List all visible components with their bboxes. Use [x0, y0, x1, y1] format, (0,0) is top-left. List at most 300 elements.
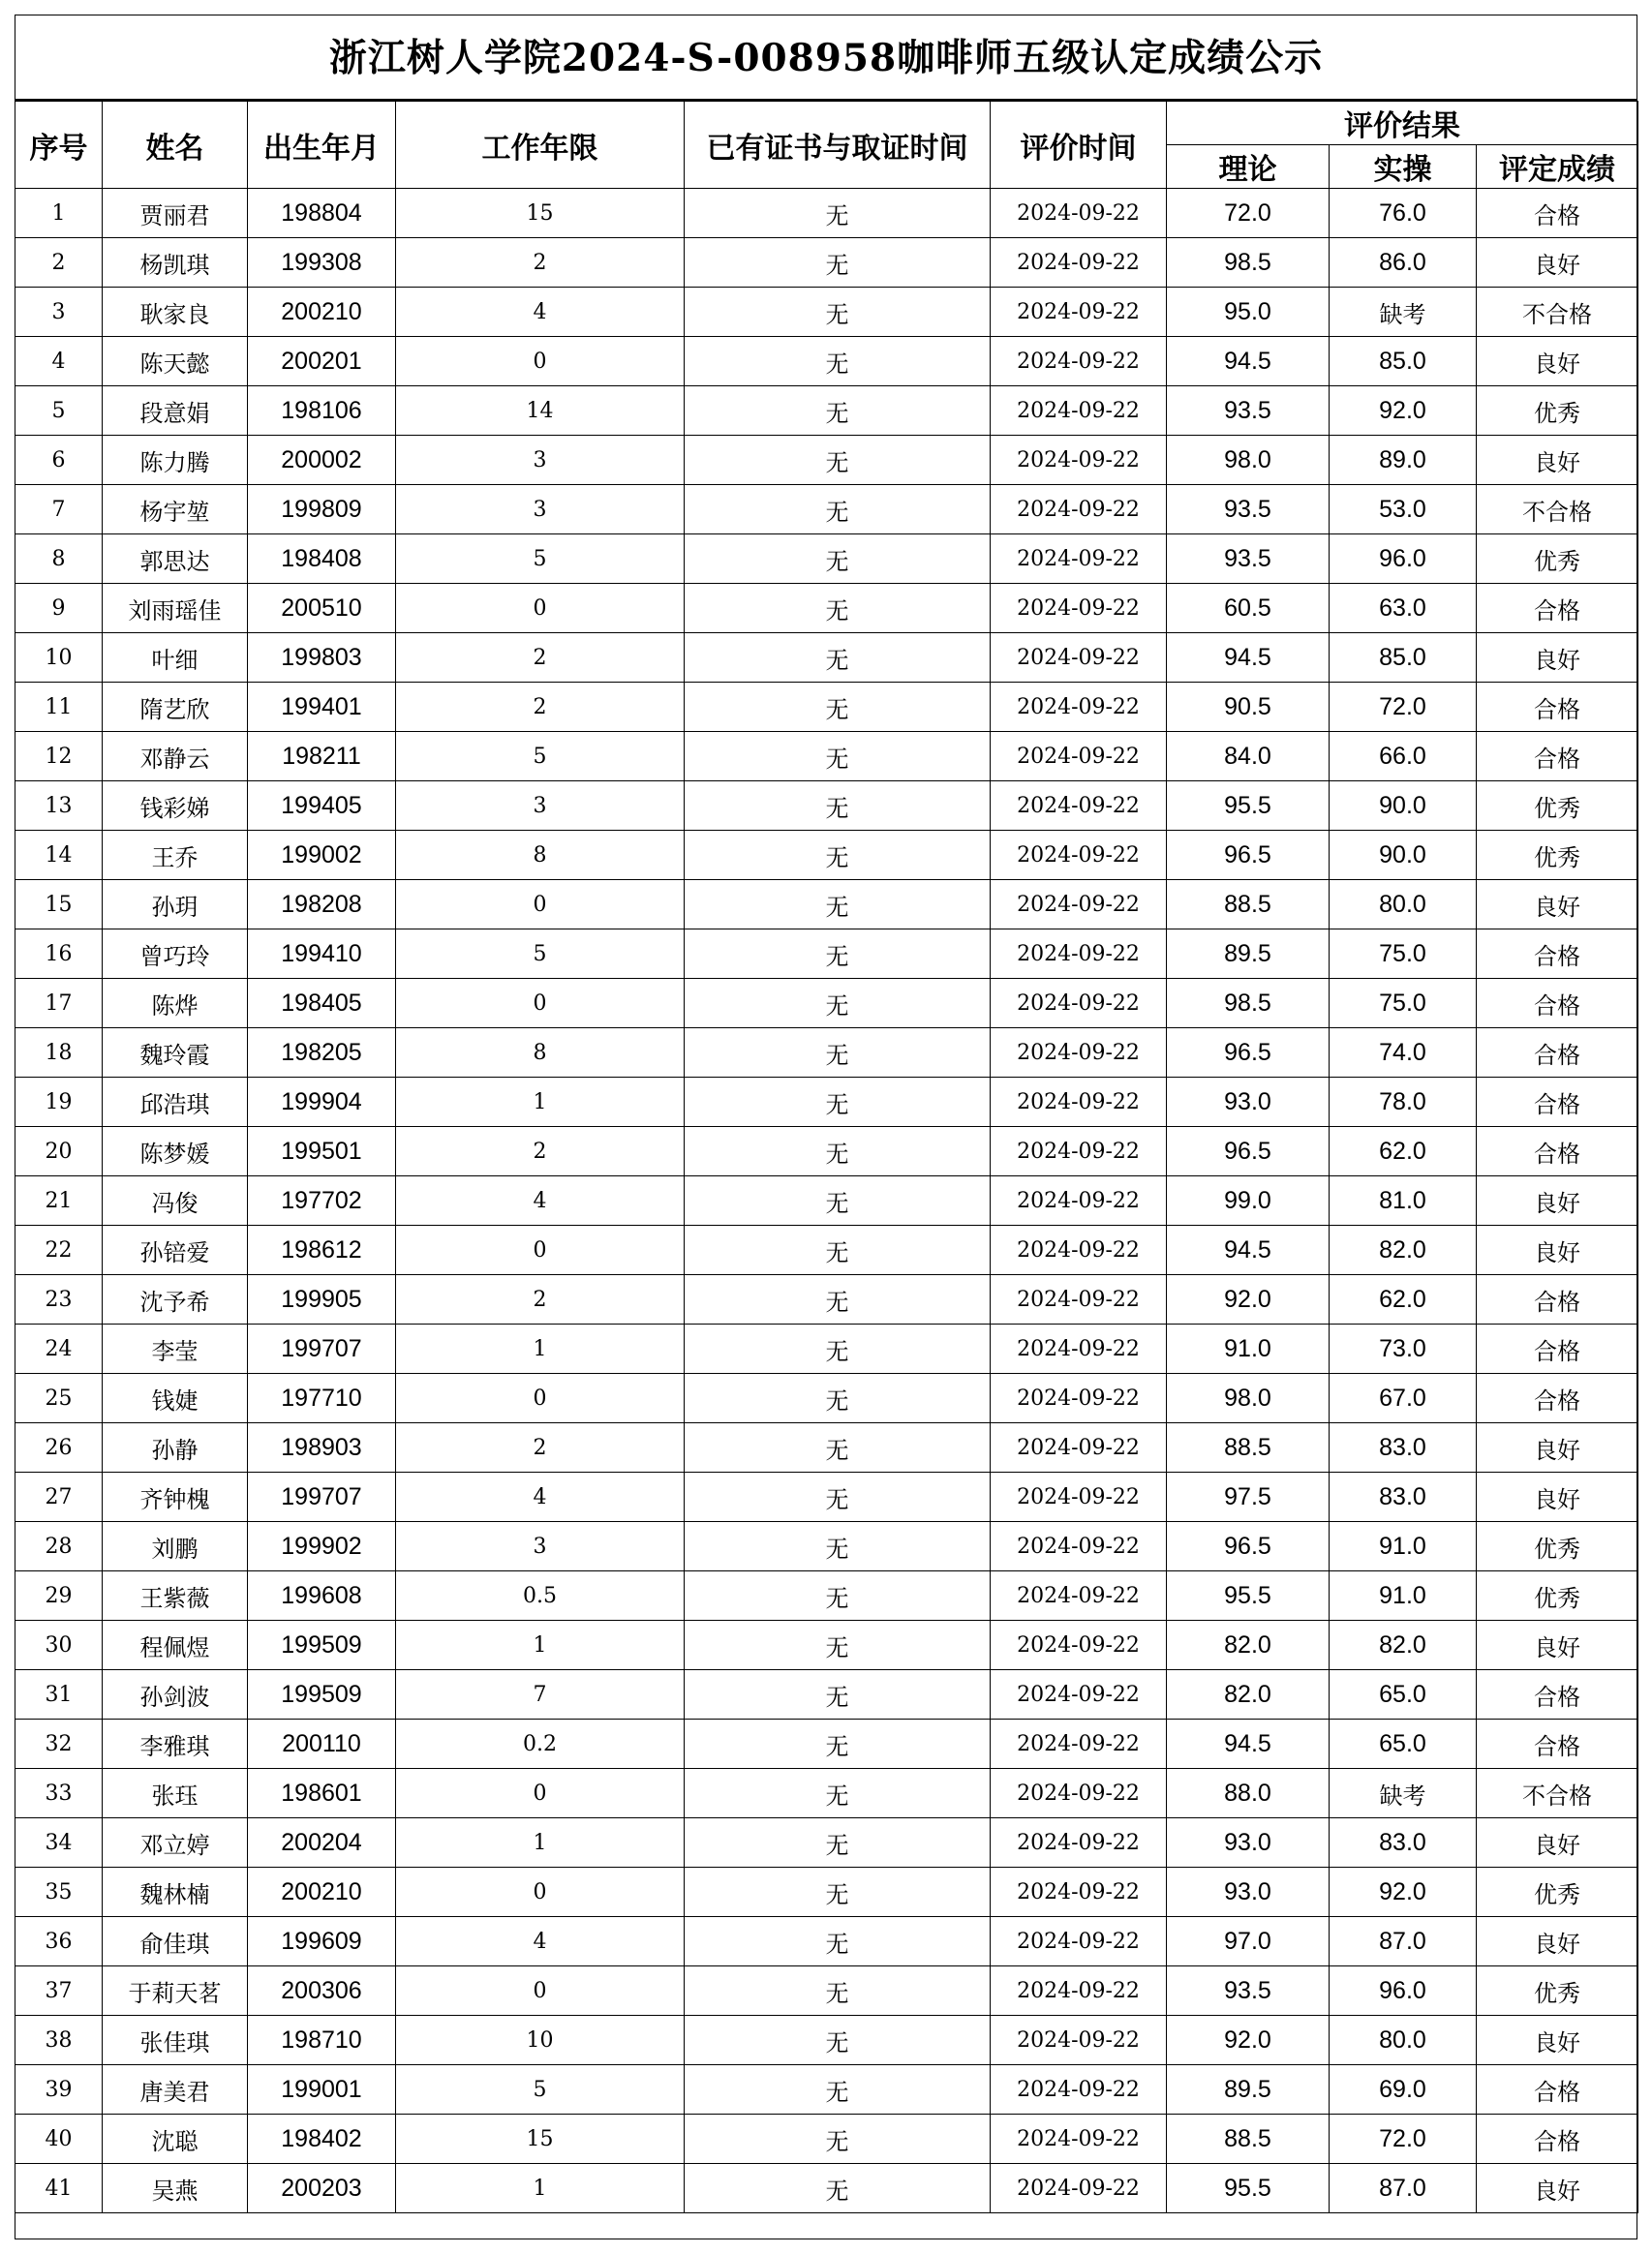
cell-seq: 13 — [15, 781, 103, 831]
cell-birth: 199001 — [248, 2065, 396, 2115]
cell-eval-time: 2024-09-22 — [991, 732, 1167, 781]
table-row — [15, 1374, 1638, 1423]
cell-theory: 92.0 — [1167, 2016, 1330, 2065]
cell-birth: 199608 — [248, 1571, 396, 1621]
cell-seq: 3 — [15, 288, 103, 337]
cell-certificate: 无 — [685, 781, 991, 831]
cell-practice: 62.0 — [1330, 1127, 1477, 1176]
cell-certificate: 无 — [685, 2115, 991, 2164]
cell-practice: 63.0 — [1330, 584, 1477, 633]
cell-practice: 83.0 — [1330, 1473, 1477, 1522]
cell-theory: 95.0 — [1167, 288, 1330, 337]
cell-name: 陈天懿 — [103, 337, 248, 386]
table-row — [15, 189, 1638, 238]
cell-grade: 不合格 — [1477, 288, 1638, 337]
cell-birth: 200510 — [248, 584, 396, 633]
cell-practice: 91.0 — [1330, 1571, 1477, 1621]
table-row — [15, 633, 1638, 683]
table-row — [15, 1966, 1638, 2016]
table-row — [15, 485, 1638, 534]
cell-eval-time: 2024-09-22 — [991, 1226, 1167, 1275]
cell-seq: 23 — [15, 1275, 103, 1325]
cell-grade: 优秀 — [1477, 831, 1638, 880]
cell-name: 邓静云 — [103, 732, 248, 781]
cell-grade: 良好 — [1477, 1226, 1638, 1275]
table-row — [15, 2065, 1638, 2115]
cell-theory: 94.5 — [1167, 633, 1330, 683]
cell-grade: 合格 — [1477, 584, 1638, 633]
cell-seq: 11 — [15, 683, 103, 732]
cell-seq: 35 — [15, 1868, 103, 1917]
table-row — [15, 1325, 1638, 1374]
cell-certificate: 无 — [685, 732, 991, 781]
cell-theory: 93.5 — [1167, 1966, 1330, 2016]
table-row — [15, 880, 1638, 929]
cell-birth: 199803 — [248, 633, 396, 683]
cell-grade: 优秀 — [1477, 1522, 1638, 1571]
cell-practice: 86.0 — [1330, 238, 1477, 288]
cell-birth: 200210 — [248, 288, 396, 337]
cell-grade: 良好 — [1477, 633, 1638, 683]
cell-work-years: 8 — [396, 1028, 685, 1078]
cell-grade: 不合格 — [1477, 1769, 1638, 1818]
cell-eval-time: 2024-09-22 — [991, 2164, 1167, 2213]
cell-eval-time: 2024-09-22 — [991, 1127, 1167, 1176]
cell-work-years: 3 — [396, 781, 685, 831]
cell-birth: 199501 — [248, 1127, 396, 1176]
cell-practice: 62.0 — [1330, 1275, 1477, 1325]
cell-theory: 93.5 — [1167, 485, 1330, 534]
cell-seq: 29 — [15, 1571, 103, 1621]
table-row — [15, 534, 1638, 584]
cell-practice: 85.0 — [1330, 633, 1477, 683]
cell-work-years: 2 — [396, 1127, 685, 1176]
cell-seq: 14 — [15, 831, 103, 880]
cell-certificate: 无 — [685, 683, 991, 732]
table-row — [15, 732, 1638, 781]
cell-seq: 16 — [15, 929, 103, 979]
cell-seq: 40 — [15, 2115, 103, 2164]
cell-birth: 200306 — [248, 1966, 396, 2016]
cell-birth: 199902 — [248, 1522, 396, 1571]
cell-name: 陈力腾 — [103, 436, 248, 485]
cell-eval-time: 2024-09-22 — [991, 584, 1167, 633]
cell-birth: 199707 — [248, 1325, 396, 1374]
cell-eval-time: 2024-09-22 — [991, 1720, 1167, 1769]
cell-theory: 95.5 — [1167, 781, 1330, 831]
table-row — [15, 831, 1638, 880]
table-row — [15, 238, 1638, 288]
cell-grade: 合格 — [1477, 979, 1638, 1028]
cell-theory: 95.5 — [1167, 1571, 1330, 1621]
cell-certificate: 无 — [685, 1127, 991, 1176]
cell-work-years: 15 — [396, 189, 685, 238]
cell-grade: 良好 — [1477, 880, 1638, 929]
cell-work-years: 2 — [396, 683, 685, 732]
cell-seq: 36 — [15, 1917, 103, 1966]
cell-practice: 81.0 — [1330, 1176, 1477, 1226]
cell-grade: 良好 — [1477, 238, 1638, 288]
cell-birth: 198408 — [248, 534, 396, 584]
cell-practice: 91.0 — [1330, 1522, 1477, 1571]
cell-theory: 82.0 — [1167, 1670, 1330, 1720]
cell-birth: 199707 — [248, 1473, 396, 1522]
cell-work-years: 3 — [396, 1522, 685, 1571]
table-row — [15, 386, 1638, 436]
cell-theory: 84.0 — [1167, 732, 1330, 781]
cell-eval-time: 2024-09-22 — [991, 337, 1167, 386]
cell-eval-time: 2024-09-22 — [991, 1917, 1167, 1966]
cell-work-years: 0 — [396, 979, 685, 1028]
cell-work-years: 3 — [396, 436, 685, 485]
cell-certificate: 无 — [685, 584, 991, 633]
cell-birth: 199509 — [248, 1670, 396, 1720]
cell-practice: 53.0 — [1330, 485, 1477, 534]
cell-birth: 199609 — [248, 1917, 396, 1966]
cell-seq: 4 — [15, 337, 103, 386]
cell-grade: 合格 — [1477, 1325, 1638, 1374]
cell-name: 孙玥 — [103, 880, 248, 929]
cell-seq: 25 — [15, 1374, 103, 1423]
cell-grade: 良好 — [1477, 1818, 1638, 1868]
cell-work-years: 1 — [396, 1325, 685, 1374]
cell-name: 孙剑波 — [103, 1670, 248, 1720]
cell-practice: 87.0 — [1330, 1917, 1477, 1966]
cell-name: 杨凯琪 — [103, 238, 248, 288]
cell-theory: 95.5 — [1167, 2164, 1330, 2213]
cell-theory: 93.0 — [1167, 1868, 1330, 1917]
cell-practice: 65.0 — [1330, 1720, 1477, 1769]
table-row — [15, 2164, 1638, 2213]
cell-practice: 78.0 — [1330, 1078, 1477, 1127]
cell-certificate: 无 — [685, 2164, 991, 2213]
header-seq: 序号 — [15, 102, 103, 189]
cell-practice: 87.0 — [1330, 2164, 1477, 2213]
cell-certificate: 无 — [685, 1522, 991, 1571]
cell-grade: 合格 — [1477, 1670, 1638, 1720]
cell-theory: 92.0 — [1167, 1275, 1330, 1325]
cell-eval-time: 2024-09-22 — [991, 288, 1167, 337]
cell-seq: 26 — [15, 1423, 103, 1473]
cell-seq: 2 — [15, 238, 103, 288]
cell-certificate: 无 — [685, 288, 991, 337]
cell-name: 沈予希 — [103, 1275, 248, 1325]
cell-name: 孙锫爱 — [103, 1226, 248, 1275]
cell-certificate: 无 — [685, 534, 991, 584]
cell-certificate: 无 — [685, 1621, 991, 1670]
cell-grade: 良好 — [1477, 2164, 1638, 2213]
cell-seq: 38 — [15, 2016, 103, 2065]
cell-certificate: 无 — [685, 1226, 991, 1275]
cell-work-years: 15 — [396, 2115, 685, 2164]
cell-birth: 197702 — [248, 1176, 396, 1226]
cell-theory: 88.5 — [1167, 2115, 1330, 2164]
cell-grade: 良好 — [1477, 1423, 1638, 1473]
cell-eval-time: 2024-09-22 — [991, 485, 1167, 534]
cell-certificate: 无 — [685, 1670, 991, 1720]
cell-eval-time: 2024-09-22 — [991, 1621, 1167, 1670]
cell-eval-time: 2024-09-22 — [991, 880, 1167, 929]
cell-certificate: 无 — [685, 1078, 991, 1127]
cell-name: 张珏 — [103, 1769, 248, 1818]
cell-birth: 198208 — [248, 880, 396, 929]
table-row — [15, 929, 1638, 979]
table-row — [15, 1275, 1638, 1325]
table-row — [15, 683, 1638, 732]
cell-eval-time: 2024-09-22 — [991, 1868, 1167, 1917]
cell-seq: 6 — [15, 436, 103, 485]
cell-practice: 73.0 — [1330, 1325, 1477, 1374]
cell-eval-time: 2024-09-22 — [991, 683, 1167, 732]
cell-seq: 27 — [15, 1473, 103, 1522]
cell-grade: 合格 — [1477, 2115, 1638, 2164]
header-theory: 理论 — [1167, 145, 1330, 189]
cell-work-years: 0 — [396, 584, 685, 633]
cell-grade: 合格 — [1477, 2065, 1638, 2115]
cell-theory: 93.0 — [1167, 1078, 1330, 1127]
table-row — [15, 436, 1638, 485]
cell-work-years: 4 — [396, 1473, 685, 1522]
cell-practice: 80.0 — [1330, 2016, 1477, 2065]
cell-certificate: 无 — [685, 1325, 991, 1374]
cell-theory: 94.5 — [1167, 337, 1330, 386]
cell-theory: 94.5 — [1167, 1226, 1330, 1275]
header-birth: 出生年月 — [248, 102, 396, 189]
cell-certificate: 无 — [685, 1571, 991, 1621]
cell-birth: 198710 — [248, 2016, 396, 2065]
cell-grade: 优秀 — [1477, 534, 1638, 584]
cell-work-years: 1 — [396, 1078, 685, 1127]
cell-eval-time: 2024-09-22 — [991, 1176, 1167, 1226]
cell-eval-time: 2024-09-22 — [991, 1078, 1167, 1127]
cell-name: 沈聪 — [103, 2115, 248, 2164]
header-result-group: 评价结果 — [1167, 102, 1638, 145]
cell-name: 郭思达 — [103, 534, 248, 584]
cell-seq: 7 — [15, 485, 103, 534]
cell-work-years: 7 — [396, 1670, 685, 1720]
cell-certificate: 无 — [685, 1966, 991, 2016]
cell-eval-time: 2024-09-22 — [991, 633, 1167, 683]
cell-seq: 34 — [15, 1818, 103, 1868]
cell-certificate: 无 — [685, 1720, 991, 1769]
cell-birth: 199405 — [248, 781, 396, 831]
cell-practice: 67.0 — [1330, 1374, 1477, 1423]
cell-grade: 优秀 — [1477, 1571, 1638, 1621]
cell-certificate: 无 — [685, 633, 991, 683]
cell-grade: 良好 — [1477, 436, 1638, 485]
cell-work-years: 0 — [396, 1966, 685, 2016]
cell-birth: 198804 — [248, 189, 396, 238]
cell-work-years: 10 — [396, 2016, 685, 2065]
cell-name: 隋艺欣 — [103, 683, 248, 732]
cell-eval-time: 2024-09-22 — [991, 436, 1167, 485]
cell-theory: 94.5 — [1167, 1720, 1330, 1769]
cell-birth: 198903 — [248, 1423, 396, 1473]
cell-grade: 良好 — [1477, 1621, 1638, 1670]
cell-name: 齐钟槐 — [103, 1473, 248, 1522]
table-row — [15, 1127, 1638, 1176]
cell-eval-time: 2024-09-22 — [991, 1769, 1167, 1818]
cell-certificate: 无 — [685, 1818, 991, 1868]
cell-birth: 200210 — [248, 1868, 396, 1917]
cell-name: 耿家良 — [103, 288, 248, 337]
cell-work-years: 5 — [396, 732, 685, 781]
cell-name: 刘鹏 — [103, 1522, 248, 1571]
cell-work-years: 4 — [396, 1176, 685, 1226]
cell-work-years: 1 — [396, 1818, 685, 1868]
cell-practice: 96.0 — [1330, 534, 1477, 584]
cell-birth: 199905 — [248, 1275, 396, 1325]
cell-certificate: 无 — [685, 929, 991, 979]
cell-eval-time: 2024-09-22 — [991, 2115, 1167, 2164]
cell-work-years: 0 — [396, 880, 685, 929]
cell-grade: 良好 — [1477, 2016, 1638, 2065]
cell-name: 杨宇堃 — [103, 485, 248, 534]
cell-name: 贾丽君 — [103, 189, 248, 238]
cell-certificate: 无 — [685, 1917, 991, 1966]
cell-theory: 96.5 — [1167, 1127, 1330, 1176]
cell-birth: 198402 — [248, 2115, 396, 2164]
table-row — [15, 1028, 1638, 1078]
cell-practice: 90.0 — [1330, 781, 1477, 831]
cell-practice: 72.0 — [1330, 2115, 1477, 2164]
cell-grade: 合格 — [1477, 1127, 1638, 1176]
cell-work-years: 2 — [396, 238, 685, 288]
cell-theory: 93.0 — [1167, 1818, 1330, 1868]
cell-theory: 98.0 — [1167, 436, 1330, 485]
cell-birth: 200002 — [248, 436, 396, 485]
cell-work-years: 5 — [396, 534, 685, 584]
cell-seq: 22 — [15, 1226, 103, 1275]
cell-certificate: 无 — [685, 485, 991, 534]
cell-name: 唐美君 — [103, 2065, 248, 2115]
cell-theory: 98.5 — [1167, 979, 1330, 1028]
cell-grade: 合格 — [1477, 1028, 1638, 1078]
cell-seq: 39 — [15, 2065, 103, 2115]
cell-name: 曾巧玲 — [103, 929, 248, 979]
cell-name: 吴燕 — [103, 2164, 248, 2213]
table-row — [15, 1176, 1638, 1226]
cell-work-years: 0 — [396, 1769, 685, 1818]
cell-eval-time: 2024-09-22 — [991, 831, 1167, 880]
cell-eval-time: 2024-09-22 — [991, 781, 1167, 831]
cell-work-years: 4 — [396, 1917, 685, 1966]
cell-birth: 200201 — [248, 337, 396, 386]
cell-birth: 198211 — [248, 732, 396, 781]
cell-eval-time: 2024-09-22 — [991, 1325, 1167, 1374]
cell-practice: 72.0 — [1330, 683, 1477, 732]
cell-practice: 89.0 — [1330, 436, 1477, 485]
header-practice: 实操 — [1330, 145, 1477, 189]
cell-practice: 缺考 — [1330, 288, 1477, 337]
cell-work-years: 0 — [396, 337, 685, 386]
cell-work-years: 0 — [396, 1868, 685, 1917]
cell-practice: 76.0 — [1330, 189, 1477, 238]
cell-theory: 60.5 — [1167, 584, 1330, 633]
cell-name: 邱浩琪 — [103, 1078, 248, 1127]
table-row — [15, 1226, 1638, 1275]
cell-seq: 19 — [15, 1078, 103, 1127]
cell-seq: 12 — [15, 732, 103, 781]
cell-birth: 200203 — [248, 2164, 396, 2213]
cell-eval-time: 2024-09-22 — [991, 2016, 1167, 2065]
cell-grade: 良好 — [1477, 1176, 1638, 1226]
cell-birth: 198612 — [248, 1226, 396, 1275]
cell-birth: 199509 — [248, 1621, 396, 1670]
cell-practice: 96.0 — [1330, 1966, 1477, 2016]
cell-seq: 30 — [15, 1621, 103, 1670]
table-row — [15, 1522, 1638, 1571]
cell-eval-time: 2024-09-22 — [991, 238, 1167, 288]
cell-name: 李莹 — [103, 1325, 248, 1374]
table-row — [15, 337, 1638, 386]
cell-certificate: 无 — [685, 831, 991, 880]
cell-work-years: 0.5 — [396, 1571, 685, 1621]
cell-seq: 32 — [15, 1720, 103, 1769]
cell-certificate: 无 — [685, 337, 991, 386]
cell-certificate: 无 — [685, 1374, 991, 1423]
cell-eval-time: 2024-09-22 — [991, 1966, 1167, 2016]
cell-theory: 89.5 — [1167, 2065, 1330, 2115]
results-table — [15, 101, 1638, 2213]
cell-work-years: 5 — [396, 2065, 685, 2115]
cell-name: 魏林楠 — [103, 1868, 248, 1917]
cell-work-years: 1 — [396, 2164, 685, 2213]
table-row — [15, 781, 1638, 831]
cell-theory: 88.5 — [1167, 1423, 1330, 1473]
cell-theory: 99.0 — [1167, 1176, 1330, 1226]
table-row — [15, 1868, 1638, 1917]
cell-seq: 28 — [15, 1522, 103, 1571]
cell-work-years: 1 — [396, 1621, 685, 1670]
cell-name: 张佳琪 — [103, 2016, 248, 2065]
table-row — [15, 1473, 1638, 1522]
results-body — [15, 189, 1638, 2213]
cell-practice: 缺考 — [1330, 1769, 1477, 1818]
cell-name: 叶细 — [103, 633, 248, 683]
cell-theory: 88.0 — [1167, 1769, 1330, 1818]
cell-practice: 82.0 — [1330, 1621, 1477, 1670]
cell-theory: 72.0 — [1167, 189, 1330, 238]
cell-certificate: 无 — [685, 1769, 991, 1818]
cell-eval-time: 2024-09-22 — [991, 929, 1167, 979]
cell-certificate: 无 — [685, 189, 991, 238]
cell-seq: 41 — [15, 2164, 103, 2213]
cell-certificate: 无 — [685, 880, 991, 929]
cell-grade: 合格 — [1477, 1078, 1638, 1127]
cell-eval-time: 2024-09-22 — [991, 1670, 1167, 1720]
cell-seq: 9 — [15, 584, 103, 633]
cell-work-years: 4 — [396, 288, 685, 337]
cell-certificate: 无 — [685, 1868, 991, 1917]
page-title: 浙江树人学院2024-S-008958咖啡师五级认定成绩公示 — [15, 15, 1637, 101]
cell-seq: 15 — [15, 880, 103, 929]
cell-certificate: 无 — [685, 1176, 991, 1226]
cell-theory: 96.5 — [1167, 1028, 1330, 1078]
cell-name: 刘雨瑶佳 — [103, 584, 248, 633]
cell-eval-time: 2024-09-22 — [991, 1374, 1167, 1423]
cell-work-years: 5 — [396, 929, 685, 979]
cell-practice: 69.0 — [1330, 2065, 1477, 2115]
cell-grade: 不合格 — [1477, 485, 1638, 534]
cell-birth: 200110 — [248, 1720, 396, 1769]
cell-seq: 24 — [15, 1325, 103, 1374]
cell-work-years: 14 — [396, 386, 685, 436]
cell-birth: 198106 — [248, 386, 396, 436]
cell-eval-time: 2024-09-22 — [991, 1818, 1167, 1868]
cell-grade: 合格 — [1477, 1374, 1638, 1423]
cell-seq: 33 — [15, 1769, 103, 1818]
